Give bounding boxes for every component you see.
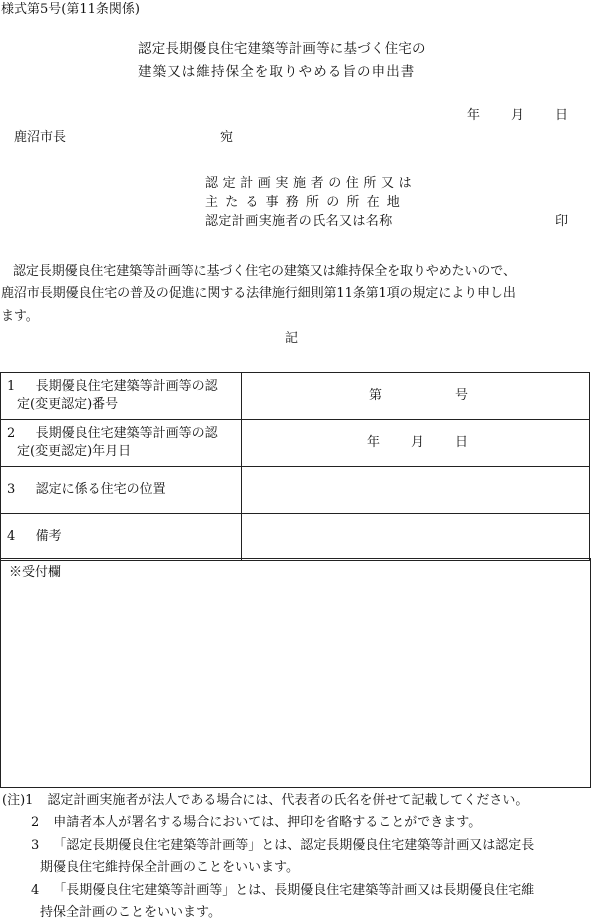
- body-text-line1: 認定長期優良住宅建築等計画等に基づく住宅の建築又は維持保全を取りやめたいので、: [13, 264, 516, 279]
- row1-label-line2: 定(変更認定)番号: [17, 397, 119, 412]
- seal-mark: 印: [555, 214, 569, 229]
- note-3-continuation: 期優良住宅維持保全計画のことをいいます。: [40, 860, 299, 875]
- row3-number: 3: [7, 482, 16, 497]
- cert-number-suffix: 号: [455, 388, 469, 403]
- applicant-address-label-line1: 認定計画実施者の住所又は: [205, 176, 417, 191]
- table-row: [1, 514, 590, 561]
- table-row: [1, 467, 590, 514]
- row2-label-line1: 長期優良住宅建築等計画等の認: [35, 426, 218, 441]
- row1-label-line1: 長期優良住宅建築等計画等の認: [35, 379, 218, 394]
- document-title-line2: 建築又は維持保全を取りやめる旨の申出書: [138, 64, 416, 80]
- note-2: [31, 816, 481, 829]
- applicant-name-label: 認定計画実施者の氏名又は名称: [205, 214, 393, 229]
- addressee-name: 鹿沼市長: [14, 130, 67, 145]
- cert-date-month: 月: [411, 435, 425, 450]
- cert-number-prefix: 第: [369, 388, 383, 403]
- document-title-line1: 認定長期優良住宅建築等計画等に基づく住宅の: [138, 41, 426, 57]
- body-text-line2: 鹿沼市長期優良住宅の普及の促進に関する法律施行細則第11条第1項の規定により申し出: [1, 286, 516, 301]
- application-table: [0, 372, 590, 561]
- certification-date-field[interactable]: [242, 420, 590, 467]
- note-3-text-line1: 「認定長期優良住宅建築等計画等」とは、認定長期優良住宅建築等計画又は認定長: [53, 838, 535, 853]
- note-1-text: 認定計画実施者が法人である場合には、代表者の氏名を併せて記載してください。: [47, 793, 529, 808]
- note-3-number: 3: [31, 838, 40, 853]
- row4-number: 4: [7, 529, 16, 544]
- note-4: [31, 884, 534, 897]
- table-row: [1, 373, 590, 420]
- row3-label-cell: [1, 467, 242, 514]
- note-2-text: 申請者本人が署名する場合においては、押印を省略することができます。: [53, 815, 482, 830]
- note-4-continuation: 持保全計画のことをいいます。: [40, 905, 221, 920]
- remarks-field[interactable]: [242, 514, 590, 561]
- row2-label-line2: 定(変更認定)年月日: [17, 444, 132, 459]
- house-location-field[interactable]: [242, 467, 590, 514]
- note-4-number: 4: [31, 883, 40, 898]
- applicant-address-label-line2: 主たる事務所の所在地: [205, 195, 408, 210]
- body-text-line3: ます。: [1, 309, 39, 324]
- cert-date-day: 日: [455, 435, 469, 450]
- row4-label-cell: [1, 514, 242, 561]
- note-2-number: 2: [31, 815, 40, 830]
- reception-label: ※受付欄: [9, 565, 62, 580]
- form-number: 様式第5号(第11条関係): [1, 2, 140, 17]
- row2-number: 2: [7, 426, 16, 441]
- note-4-text-line1: 「長期優良住宅建築等計画等」とは、長期優良住宅建築等計画又は長期優良住宅維: [53, 883, 535, 898]
- ki-heading: 記: [285, 331, 299, 346]
- table-row: [1, 420, 590, 467]
- row1-label-cell: [1, 373, 242, 420]
- date-year-label: 年: [467, 108, 481, 123]
- row2-label-cell: [1, 420, 242, 467]
- cert-date-year: 年: [367, 435, 381, 450]
- note-1: [2, 794, 528, 807]
- note-1-prefix: (注)1: [2, 793, 34, 808]
- row3-label-line1: 認定に係る住宅の位置: [35, 482, 166, 497]
- note-3: [31, 839, 534, 852]
- addressee-suffix: 宛: [220, 130, 234, 145]
- row4-label-line1: 備考: [35, 529, 62, 544]
- certification-number-field[interactable]: [242, 373, 590, 420]
- row1-number: 1: [7, 379, 16, 394]
- reception-box: [0, 558, 591, 788]
- date-month-label: 月: [511, 108, 525, 123]
- date-day-label: 日: [555, 108, 569, 123]
